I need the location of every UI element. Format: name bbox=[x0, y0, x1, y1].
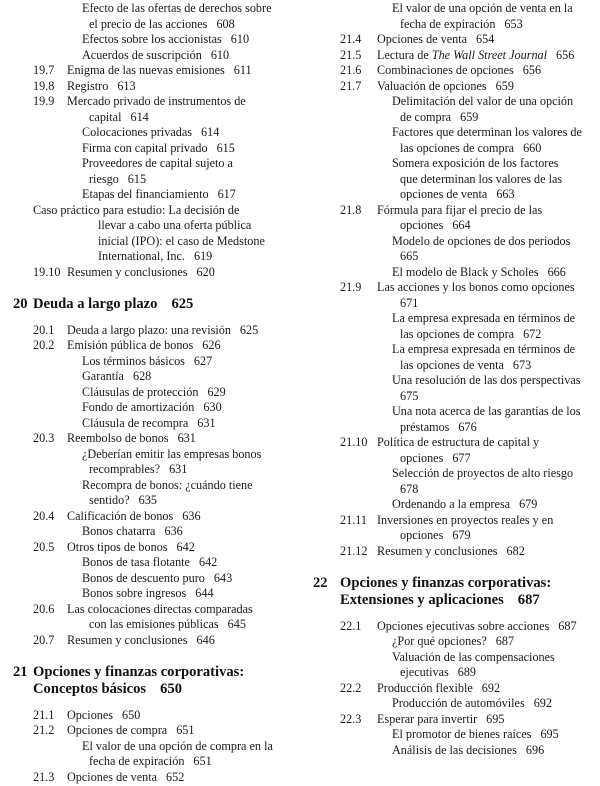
toc-entry bbox=[392, 650, 555, 665]
entry-title: Acuerdos de suscripción bbox=[82, 47, 202, 62]
page-number: 679 bbox=[452, 528, 471, 542]
page-number: 643 bbox=[213, 570, 233, 585]
page-number: 677 bbox=[452, 450, 471, 465]
page-number: 672 bbox=[523, 326, 542, 341]
entry-title: que determinan los valores de las bbox=[400, 171, 563, 186]
section-entry bbox=[33, 78, 136, 94]
entry-title: Valuación de opciones bbox=[377, 78, 487, 93]
page-number: 650 bbox=[160, 680, 182, 697]
page-number: 636 bbox=[182, 508, 201, 523]
entry-title: opciones de venta bbox=[400, 187, 488, 201]
entry-title: opciones bbox=[400, 528, 444, 542]
entry-title: opciones bbox=[400, 450, 444, 465]
entry-title: Opciones y finanzas corporativas: bbox=[33, 663, 245, 680]
entry-title: Valuación de las compensaciones bbox=[392, 649, 555, 664]
entry-title: Lectura de bbox=[377, 47, 432, 62]
toc-entry bbox=[392, 634, 514, 649]
entry-title: Fondo de amortización bbox=[82, 400, 195, 414]
section-number: 19.10 bbox=[33, 264, 61, 279]
entry-title: Fórmula para fijar el precio de las bbox=[377, 202, 543, 217]
entry-title: Etapas del financiamiento bbox=[82, 187, 209, 201]
page-number: 617 bbox=[217, 187, 236, 201]
toc-entry bbox=[400, 296, 418, 311]
toc-entry bbox=[89, 754, 212, 769]
chapter-heading bbox=[313, 574, 552, 592]
entry-title: Garantía bbox=[82, 369, 124, 383]
section-entry bbox=[340, 78, 514, 94]
page-number: 628 bbox=[132, 369, 152, 383]
page-number: 692 bbox=[533, 696, 552, 710]
entry-title: Las acciones y los bonos como opciones bbox=[377, 280, 575, 294]
toc-entry bbox=[392, 265, 566, 280]
entry-title: el precio de las acciones bbox=[89, 16, 208, 31]
entry-title: Extensiones y aplicaciones bbox=[340, 591, 504, 608]
page-number: 660 bbox=[523, 140, 542, 155]
page-number: 676 bbox=[458, 419, 477, 434]
toc-entry bbox=[82, 32, 249, 47]
page-number: 679 bbox=[519, 497, 538, 511]
toc-entry bbox=[89, 462, 187, 477]
toc-entry bbox=[82, 416, 216, 431]
entry-title: Esperar para invertir bbox=[377, 711, 478, 726]
section-entry bbox=[33, 769, 185, 785]
entry-title: inicial (IPO): el caso de Medstone bbox=[98, 233, 265, 248]
toc-entry bbox=[400, 17, 523, 32]
toc-entry bbox=[392, 311, 575, 326]
page-number: 652 bbox=[166, 769, 185, 784]
toc-entry bbox=[392, 94, 573, 109]
toc-entry bbox=[82, 385, 226, 400]
section-entry bbox=[340, 63, 542, 78]
entry-title: Factores que determinan los valores de bbox=[392, 125, 582, 139]
section-entry bbox=[33, 94, 246, 109]
toc-entry bbox=[89, 617, 246, 632]
page-number: 625 bbox=[171, 295, 194, 312]
section-number: 21.10 bbox=[340, 435, 368, 449]
section-entry bbox=[33, 508, 201, 524]
page-number: 611 bbox=[233, 63, 252, 77]
page-number: 651 bbox=[176, 723, 195, 737]
entry-title: Selección de proyectos de alto riesgo bbox=[392, 466, 574, 480]
entry-title: capital bbox=[89, 109, 122, 124]
page-number: 665 bbox=[400, 249, 419, 263]
entry-title: Bonos chatarra bbox=[82, 524, 156, 538]
entry-title: Somera exposición de los factores bbox=[392, 156, 559, 170]
entry-title: Producción flexible bbox=[377, 680, 473, 695]
toc-entry bbox=[400, 420, 477, 435]
section-entry bbox=[340, 543, 525, 559]
entry-title: Registro bbox=[67, 78, 109, 93]
entry-title: Deuda a largo plazo bbox=[33, 295, 158, 312]
page-number: 687 bbox=[495, 634, 515, 648]
page-number: 614 bbox=[130, 109, 149, 124]
page-number: 626 bbox=[202, 338, 221, 352]
page-number: 664 bbox=[452, 218, 471, 232]
toc-entry bbox=[400, 528, 471, 543]
entry-title: Opciones ejecutivas sobre acciones bbox=[377, 618, 550, 633]
section-number: 21.9 bbox=[340, 280, 362, 294]
section-number: 20.2 bbox=[33, 338, 55, 352]
toc-entry bbox=[392, 404, 580, 419]
toc-entry bbox=[82, 555, 217, 570]
entry-title: riesgo bbox=[89, 171, 119, 186]
page-number: 625 bbox=[239, 322, 259, 337]
entry-title: Enigma de las nuevas emisiones bbox=[67, 63, 225, 77]
toc-entry bbox=[82, 369, 151, 384]
toc-entry bbox=[392, 696, 552, 711]
page-number: 613 bbox=[117, 78, 136, 93]
section-entry bbox=[33, 723, 195, 738]
page-number: 645 bbox=[227, 617, 246, 631]
toc-entry bbox=[98, 218, 251, 233]
entry-title: con las emisiones públicas bbox=[89, 617, 219, 631]
toc-entry bbox=[392, 373, 581, 388]
toc-entry bbox=[82, 478, 253, 493]
page-number: 689 bbox=[457, 665, 477, 679]
page-number: 659 bbox=[460, 109, 479, 124]
section-number: 21.6 bbox=[340, 63, 362, 77]
section-number: 21.2 bbox=[33, 723, 55, 737]
section-number: 20.1 bbox=[33, 322, 55, 337]
section-entry bbox=[340, 680, 501, 696]
page-number: 642 bbox=[198, 555, 218, 569]
entry-title: Opciones de venta bbox=[67, 769, 158, 784]
entry-title: Otros tipos de bonos bbox=[67, 539, 168, 554]
page-number: 631 bbox=[197, 415, 216, 430]
section-number: 20.3 bbox=[33, 431, 55, 445]
entry-title: Una resolución de las dos perspectivas bbox=[392, 373, 581, 387]
page-number: 653 bbox=[504, 16, 523, 31]
page-number: 650 bbox=[122, 707, 141, 722]
page-number: 610 bbox=[210, 47, 230, 62]
entry-title: Ordenando a la empresa bbox=[392, 497, 511, 511]
toc-entry bbox=[392, 727, 559, 742]
section-number: 19.9 bbox=[33, 94, 55, 108]
entry-title: Resumen y conclusiones bbox=[67, 264, 188, 279]
toc-entry bbox=[82, 586, 214, 601]
page-number: 651 bbox=[193, 754, 212, 768]
page-number: 614 bbox=[201, 125, 220, 139]
section-entry bbox=[340, 280, 575, 295]
entry-title: Colocaciones privadas bbox=[82, 125, 192, 139]
page-number: 631 bbox=[169, 462, 188, 476]
section-entry bbox=[33, 63, 252, 78]
page-number: 654 bbox=[476, 32, 495, 46]
toc-entry bbox=[82, 1, 272, 16]
toc-entry bbox=[89, 17, 235, 32]
page-number: 687 bbox=[558, 618, 577, 633]
section-entry bbox=[340, 202, 543, 218]
entry-title: Política de estructura de capital y bbox=[377, 435, 540, 449]
page-number: 695 bbox=[486, 711, 505, 726]
page-number: 663 bbox=[496, 187, 515, 201]
entry-title: ejecutivas bbox=[400, 665, 449, 679]
toc-entry bbox=[392, 466, 573, 481]
entry-title: Proveedores de capital sujeto a bbox=[82, 156, 233, 170]
chapter-heading bbox=[33, 681, 182, 698]
toc-entry bbox=[400, 218, 471, 233]
chapter-heading bbox=[13, 295, 194, 313]
entry-title: Firma con capital privado bbox=[82, 140, 208, 155]
section-entry bbox=[33, 322, 259, 338]
entry-title: Inversiones en proyectos reales y en bbox=[377, 512, 554, 527]
page-number: 629 bbox=[207, 384, 226, 399]
entry-title: Caso práctico para estudio: La decisión de bbox=[33, 202, 240, 217]
section-number: 20.7 bbox=[33, 632, 55, 647]
section-entry bbox=[340, 435, 540, 450]
entry-title: International, Inc. bbox=[98, 249, 185, 263]
page-number: 615 bbox=[127, 171, 147, 186]
entry-title: Mercado privado de instrumentos de bbox=[67, 94, 246, 108]
entry-title: El valor de una opción de venta en la bbox=[392, 1, 573, 15]
page-number: 696 bbox=[525, 742, 545, 757]
entry-title: Resumen y conclusiones bbox=[67, 632, 188, 647]
toc-entry bbox=[400, 141, 541, 156]
entry-title: fecha de expiración bbox=[400, 16, 496, 31]
chapter-heading bbox=[13, 663, 245, 681]
page-number: 615 bbox=[216, 140, 235, 155]
section-entry bbox=[340, 47, 575, 63]
page-number: 631 bbox=[177, 431, 196, 445]
entry-title: Las colocaciones directas comparadas bbox=[67, 601, 253, 616]
toc-entry bbox=[82, 400, 222, 415]
section-entry bbox=[33, 539, 195, 555]
toc-entry bbox=[400, 187, 515, 202]
page-number: 687 bbox=[517, 591, 540, 608]
section-entry bbox=[33, 707, 141, 723]
entry-title: las opciones de compra bbox=[400, 140, 515, 155]
entry-title: las opciones de compra bbox=[400, 326, 515, 341]
toc-entry bbox=[392, 156, 559, 171]
page-number: 682 bbox=[506, 543, 525, 558]
section-number: 22.3 bbox=[340, 711, 362, 726]
toc-entry bbox=[33, 203, 239, 218]
entry-title: de compra bbox=[400, 109, 452, 124]
page-number: 642 bbox=[176, 539, 195, 554]
toc-entry bbox=[392, 1, 573, 16]
page-number: 646 bbox=[196, 632, 215, 647]
entry-title: Una nota acerca de las garantías de los bbox=[392, 404, 581, 418]
toc-entry bbox=[82, 447, 261, 462]
entry-title: Los términos básicos bbox=[82, 353, 185, 368]
entry-title: Opciones de venta bbox=[377, 32, 468, 46]
toc-entry bbox=[89, 172, 146, 187]
page-number: 610 bbox=[230, 32, 250, 46]
toc-entry bbox=[400, 482, 418, 497]
entry-title: ¿Por qué opciones? bbox=[392, 634, 487, 648]
entry-title: Análisis de las decisiones bbox=[392, 742, 517, 757]
page-number: 659 bbox=[495, 78, 514, 93]
entry-title: El promotor de bienes raíces bbox=[392, 727, 532, 741]
toc-entry bbox=[98, 249, 212, 264]
section-number: 20.4 bbox=[33, 508, 55, 523]
section-number: 19.8 bbox=[33, 78, 55, 93]
page-number: 666 bbox=[547, 264, 566, 279]
toc-entry bbox=[82, 156, 233, 171]
toc-entry bbox=[392, 743, 544, 758]
page-number: 627 bbox=[193, 353, 213, 368]
section-entry bbox=[33, 601, 253, 617]
entry-title: El modelo de Black y Scholes bbox=[392, 264, 539, 279]
page-number: 636 bbox=[164, 524, 183, 538]
entry-title: Opciones de compra bbox=[67, 723, 168, 737]
page-number: 695 bbox=[540, 727, 559, 741]
section-number: 22.2 bbox=[340, 680, 362, 695]
section-number: 21.3 bbox=[33, 769, 55, 784]
entry-title: Opciones y finanzas corporativas: bbox=[340, 574, 552, 591]
entry-title: Efecto de las ofertas de derechos sobre bbox=[82, 1, 272, 15]
toc-entry bbox=[82, 354, 212, 369]
page-number: 692 bbox=[481, 680, 501, 695]
entry-title: La empresa expresada en términos de bbox=[392, 342, 576, 356]
entry-title: Resumen y conclusiones bbox=[377, 543, 498, 558]
page-number: 608 bbox=[216, 16, 235, 31]
entry-title: fecha de expiración bbox=[89, 754, 185, 768]
section-number: 20.6 bbox=[33, 601, 55, 616]
toc-entry bbox=[392, 125, 582, 140]
toc-entry bbox=[82, 571, 232, 586]
chapter-number: 20 bbox=[13, 295, 28, 312]
toc-entry bbox=[82, 524, 183, 539]
toc-entry bbox=[82, 48, 229, 63]
page-number: 673 bbox=[512, 357, 532, 372]
section-entry bbox=[33, 431, 196, 446]
chapter-heading bbox=[340, 592, 540, 609]
entry-title: Bonos sobre ingresos bbox=[82, 586, 187, 600]
page-number: 635 bbox=[138, 493, 157, 507]
toc-entry bbox=[89, 493, 157, 508]
entry-title: Cláusulas de protección bbox=[82, 384, 199, 399]
entry-title: préstamos bbox=[400, 419, 450, 434]
toc-entry bbox=[392, 234, 570, 249]
section-number: 22.1 bbox=[340, 618, 362, 633]
entry-title: ¿Deberían emitir las empresas bonos bbox=[82, 446, 262, 461]
section-number: 21.8 bbox=[340, 202, 362, 217]
page-number: 620 bbox=[196, 264, 215, 279]
section-number: 21.4 bbox=[340, 32, 362, 46]
section-number: 20.5 bbox=[33, 539, 55, 554]
section-entry bbox=[33, 264, 215, 280]
page-number: 644 bbox=[195, 586, 214, 600]
page-number: 671 bbox=[400, 295, 419, 310]
section-number: 21.5 bbox=[340, 47, 362, 62]
page-number: 619 bbox=[193, 249, 213, 263]
section-entry bbox=[340, 32, 495, 47]
section-number: 21.7 bbox=[340, 78, 362, 93]
section-entry bbox=[33, 338, 221, 353]
toc-entry bbox=[392, 497, 537, 512]
toc-entry bbox=[400, 451, 471, 466]
toc-entry bbox=[82, 141, 235, 156]
toc-entry bbox=[82, 187, 236, 202]
page-number: 656 bbox=[556, 47, 575, 62]
section-entry bbox=[340, 618, 577, 634]
entry-title: las opciones de venta bbox=[400, 357, 504, 372]
entry-title: Deuda a largo plazo: una revisión bbox=[67, 322, 231, 337]
entry-title: Bonos de tasa flotante bbox=[82, 555, 190, 569]
page-number: 678 bbox=[400, 481, 419, 496]
entry-title: Cláusula de recompra bbox=[82, 415, 189, 430]
entry-title: Calificación de bonos bbox=[67, 508, 174, 523]
entry-title: Delimitación del valor de una opción bbox=[392, 94, 574, 108]
toc-entry bbox=[89, 110, 149, 125]
entry-title: Emisión pública de bonos bbox=[67, 338, 194, 352]
entry-title-italic: The Wall Street Journal bbox=[431, 47, 548, 62]
toc-entry bbox=[82, 125, 219, 140]
page-number: 656 bbox=[522, 63, 542, 77]
entry-title: La empresa expresada en términos de bbox=[392, 311, 576, 325]
toc-entry bbox=[82, 739, 273, 754]
entry-title: El valor de una opción de compra en la bbox=[82, 738, 273, 753]
section-entry bbox=[33, 632, 215, 648]
toc-entry bbox=[98, 234, 265, 249]
section-number: 19.7 bbox=[33, 63, 55, 77]
entry-title: sentido? bbox=[89, 493, 130, 507]
entry-title: Efectos sobre los accionistas bbox=[82, 32, 222, 46]
page-number: 675 bbox=[400, 388, 419, 403]
toc-entry bbox=[400, 172, 562, 187]
toc-entry bbox=[400, 110, 478, 125]
entry-title: Modelo de opciones de dos periodos bbox=[392, 233, 571, 248]
toc-entry bbox=[400, 358, 531, 373]
toc-entry bbox=[392, 342, 575, 357]
section-entry bbox=[340, 711, 505, 727]
toc-entry bbox=[400, 665, 476, 680]
entry-title: Reembolso de bonos bbox=[67, 431, 169, 445]
entry-title: Recompra de bonos: ¿cuándo tiene bbox=[82, 477, 253, 492]
section-number: 21.12 bbox=[340, 543, 368, 558]
entry-title: Combinaciones de opciones bbox=[377, 63, 514, 77]
chapter-number: 22 bbox=[313, 574, 328, 591]
entry-title: recomprables? bbox=[89, 462, 161, 476]
entry-title: Bonos de descuento puro bbox=[82, 570, 205, 585]
page-number: 630 bbox=[203, 400, 222, 414]
entry-title: llevar a cabo una oferta pública bbox=[98, 218, 252, 232]
section-entry bbox=[340, 512, 554, 528]
entry-title: Opciones bbox=[67, 707, 114, 722]
entry-title: Conceptos básicos bbox=[33, 680, 147, 697]
section-number: 21.1 bbox=[33, 707, 55, 722]
toc-entry bbox=[400, 327, 541, 342]
entry-title: Producción de automóviles bbox=[392, 696, 525, 710]
entry-title: opciones bbox=[400, 218, 444, 232]
chapter-number: 21 bbox=[13, 663, 28, 680]
toc-entry bbox=[400, 389, 418, 404]
toc-entry bbox=[400, 249, 418, 264]
section-number: 21.11 bbox=[340, 512, 367, 527]
